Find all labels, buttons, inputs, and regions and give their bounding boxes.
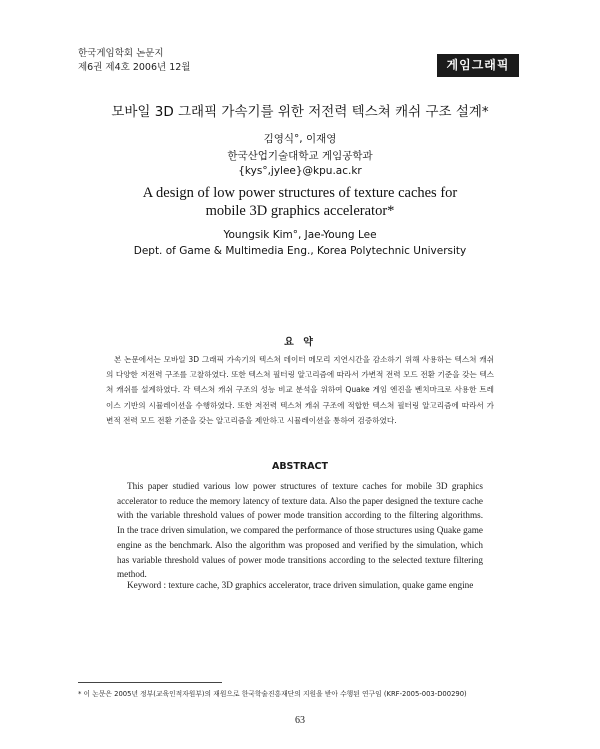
abstract-korean-heading: 요 약 (284, 337, 316, 348)
page-number: 63 (295, 715, 305, 726)
paper-title-english-line1: A design of low power structures of texture caches for (142, 185, 458, 201)
authors-english: Youngsik Kim°, Jae-Young Lee (223, 229, 377, 241)
abstract-english-body: This paper studied various low power structures of texture caches for mobile 3D graphics accelerator to reduce the memory latency of texture data. Also the paper designed the texture cache with the variable threshold values of power mode transition according to the filtering algorithms. In the trace driven simulation, we compared the performance of those structures using Quake game engine as the benchmark. Also the algorithm was proposed and verified by the simulation, which has variable threshold values of power mode transitions according to the selected texture filtering method. (117, 481, 483, 580)
paper-title-english-line2: mobile 3D graphics accelerator* (205, 203, 395, 219)
paper-title-english (0, 184, 600, 220)
affiliation-english: Dept. of Game & Multimedia Eng., Korea Polytechnic University (133, 245, 467, 257)
journal-name: 한국게임학회 논문지 (78, 48, 164, 59)
keywords: Keyword : texture cache, 3D graphics accelerator, trace driven simulation, quake game engine (127, 580, 474, 590)
affiliation-korean: 한국산업기술대학교 게임공학과 (227, 150, 373, 162)
journal-issue: 제6권 제4호 2006년 12월 (78, 62, 191, 73)
footnote-divider (78, 682, 222, 683)
category-badge: 게임그래픽 (437, 54, 519, 77)
abstract-english-heading: ABSTRACT (271, 461, 329, 472)
author-email: {kys°,jylee}@kpu.ac.kr (238, 165, 362, 177)
funding-footnote: * 이 논문은 2005년 정부(교육인적자원부)의 재원으로 한국학술진흥재단의 지원을 받아 수행된 연구임 (KRF-2005-003-D00290) (78, 690, 467, 698)
journal-header (78, 47, 190, 75)
paper-title-korean: 모바일 3D 그래픽 가속기를 위한 저전력 텍스쳐 캐쉬 구조 설계* (111, 104, 489, 120)
abstract-korean-body: 본 논문에서는 모바일 3D 그래픽 가속기의 텍스쳐 데이터 메모리 지연시간을 감소하기 위해 사용하는 텍스쳐 캐쉬의 다양한 저전력 구조를 고찰하였다. 또한 텍스쳐 필터링 알고리즘에 따라서 가변적 전력 모드 전환 기준을 갖는 텍스쳐 캐쉬를 설계하였다. 각 텍스쳐 캐쉬 구조의 성능 비교 분석을 위하여 Quake 게임 엔진을 벤치마크로 사용한 트레이스 기반의 시뮬레이션을 수행하였다. 또한 저전력 텍스쳐 캐쉬 구조에 적합한 텍스쳐 필터링 알고리즘에 따라서 가변적 전력 모드 전환 기준을 갖는 알고리즘을 제안하고 시뮬레이션을 통하여 검증하였다. (106, 355, 494, 425)
authors-korean: 김영식°, 이재영 (263, 133, 337, 145)
